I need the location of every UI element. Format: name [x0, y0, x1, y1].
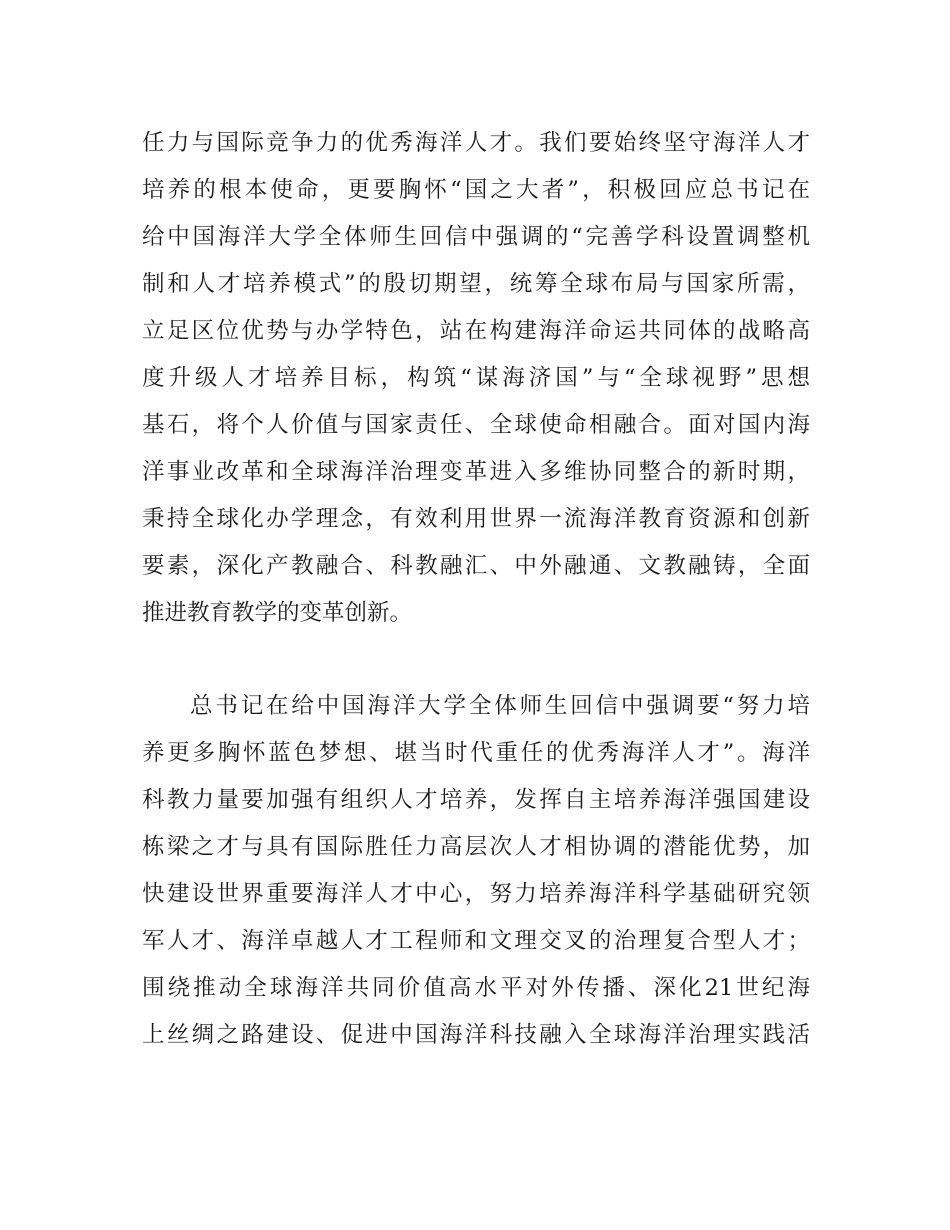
text-line: 给中国海洋大学全体师生回信中强调的“完善学科设置调整机	[142, 224, 810, 250]
text-line: 秉持全球化办学理念，有效利用世界一流海洋教育资源和创新	[142, 506, 810, 532]
text-line: 任力与国际竞争力的优秀海洋人才。我们要始终坚守海洋人才	[142, 130, 810, 156]
text-line: 快建设世界重要海洋人才中心，努力培养海洋科学基础研究领	[142, 881, 810, 907]
text-line: 立足区位优势与办学特色，站在构建海洋命运共同体的战略高	[142, 318, 810, 344]
text-line: 洋事业改革和全球海洋治理变革进入多维协同整合的新时期，	[142, 459, 810, 485]
text-line: 度升级人才培养目标，构筑“谋海济国”与“全球视野”思想	[142, 365, 810, 391]
text-line: 总书记在给中国海洋大学全体师生回信中强调要“努力培	[190, 693, 810, 719]
text-line: 推进教育教学的变革创新。	[142, 600, 413, 626]
text-line: 养更多胸怀蓝色梦想、堪当时代重任的优秀海洋人才”。海洋	[142, 740, 810, 766]
text-line: 围绕推动全球海洋共同价值高水平对外传播、深化21世纪海	[142, 975, 810, 1001]
paragraph-2	[142, 683, 810, 1059]
text-line: 上丝绸之路建设、促进中国海洋科技融入全球海洋治理实践活	[142, 1022, 810, 1048]
paragraph-1	[142, 120, 810, 637]
text-line: 科教力量要加强有组织人才培养，发挥自主培养海洋强国建设	[142, 787, 810, 813]
text-line: 栋梁之才与具有国际胜任力高层次人才相协调的潜能优势，加	[142, 834, 810, 860]
text-line: 基石，将个人价值与国家责任、全球使命相融合。面对国内海	[142, 412, 810, 438]
text-line: 军人才、海洋卓越人才工程师和文理交叉的治理复合型人才；	[142, 928, 810, 954]
text-line: 要素，深化产教融合、科教融汇、中外融通、文教融铸，全面	[142, 553, 810, 579]
text-line: 制和人才培养模式”的殷切期望，统筹全球布局与国家所需，	[142, 271, 810, 297]
text-line: 培养的根本使命，更要胸怀“国之大者”，积极回应总书记在	[142, 177, 810, 203]
